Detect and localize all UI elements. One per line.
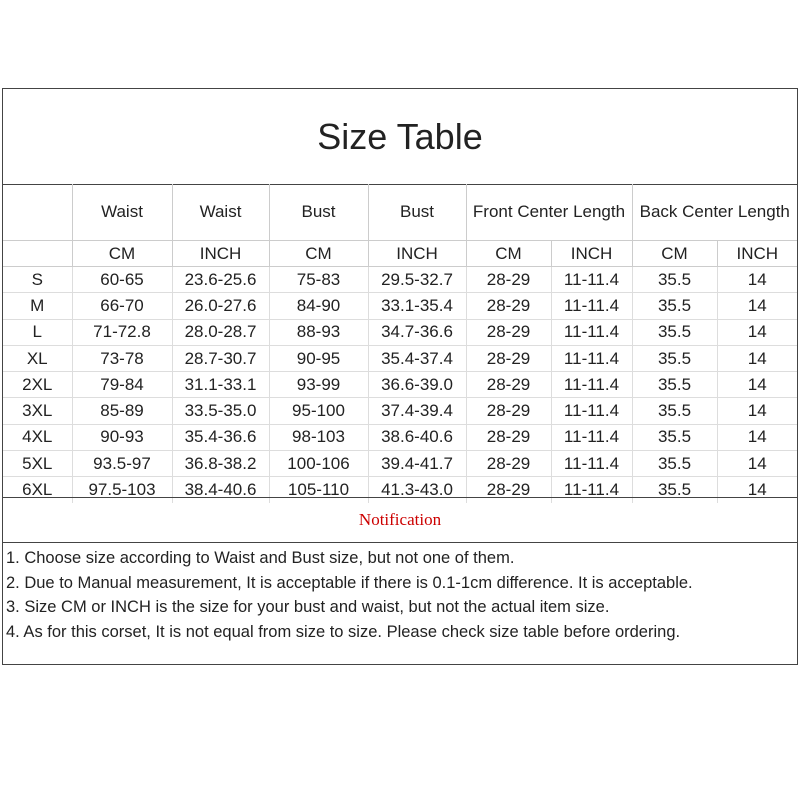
notification-item: 3. Size CM or INCH is the size for your bust and waist, but not the actual item size. bbox=[6, 598, 610, 616]
table-cell: 71-72.8 bbox=[72, 319, 172, 345]
table-cell: 93-99 bbox=[269, 372, 368, 398]
table-cell: 28-29 bbox=[466, 372, 551, 398]
table-cell: 28.0-28.7 bbox=[172, 319, 269, 345]
table-cell: 14 bbox=[717, 424, 797, 450]
table-cell: 11-11.4 bbox=[551, 372, 632, 398]
size-label-cell: 5XL bbox=[3, 451, 72, 477]
table-row bbox=[3, 398, 797, 424]
notification-heading: Notification bbox=[358, 510, 442, 529]
table-cell: 28-29 bbox=[466, 267, 551, 293]
table-cell: 38.6-40.6 bbox=[368, 424, 466, 450]
table-cell: 60-65 bbox=[72, 267, 172, 293]
column-group-header: Bust bbox=[269, 184, 368, 241]
table-cell: 35.5 bbox=[632, 293, 717, 319]
table-row bbox=[3, 319, 797, 345]
table-cell: 14 bbox=[717, 451, 797, 477]
unit-header: CM bbox=[466, 241, 551, 267]
notification-list bbox=[3, 542, 797, 644]
table-cell: 36.6-39.0 bbox=[368, 372, 466, 398]
notification-item: 4. As for this corset, It is not equal from size to size. Please check size table before ordering. bbox=[6, 622, 681, 641]
table-cell: 11-11.4 bbox=[551, 267, 632, 293]
unit-header: INCH bbox=[551, 241, 632, 267]
size-label-cell: 4XL bbox=[3, 424, 72, 450]
table-cell: 33.1-35.4 bbox=[368, 293, 466, 319]
size-label-cell: 2XL bbox=[3, 372, 72, 398]
unit-header: INCH bbox=[368, 241, 466, 267]
table-cell: 97.5-103 bbox=[72, 477, 172, 503]
unit-header: INCH bbox=[172, 241, 269, 267]
table-cell: 14 bbox=[717, 293, 797, 319]
table-cell: 88-93 bbox=[269, 319, 368, 345]
table-cell: 73-78 bbox=[72, 345, 172, 371]
table-cell: 28.7-30.7 bbox=[172, 345, 269, 371]
unit-header: INCH bbox=[717, 241, 797, 267]
table-cell: 28-29 bbox=[466, 451, 551, 477]
table-cell: 26.0-27.6 bbox=[172, 293, 269, 319]
table-cell: 31.1-33.1 bbox=[172, 372, 269, 398]
table-cell: 90-95 bbox=[269, 345, 368, 371]
size-label-cell: S bbox=[3, 267, 72, 293]
table-cell: 35.5 bbox=[632, 451, 717, 477]
table-cell: 11-11.4 bbox=[551, 424, 632, 450]
table-cell: 35.5 bbox=[632, 345, 717, 371]
notification-item: 2. Due to Manual measurement, It is acceptable if there is 0.1-1cm difference. It is acceptable. bbox=[6, 573, 693, 592]
table-cell: 23.6-25.6 bbox=[172, 267, 269, 293]
table-cell: 14 bbox=[717, 319, 797, 345]
table-cell: 66-70 bbox=[72, 293, 172, 319]
notification-item: 1. Choose size according to Waist and Bust size, but not one of them. bbox=[6, 549, 515, 567]
size-table-panel bbox=[2, 88, 798, 665]
table-cell: 75-83 bbox=[269, 267, 368, 293]
unit-header: CM bbox=[72, 241, 172, 267]
page-title: Size Table bbox=[3, 89, 797, 185]
table-cell: 11-11.4 bbox=[551, 293, 632, 319]
table-cell: 37.4-39.4 bbox=[368, 398, 466, 424]
table-cell: 85-89 bbox=[72, 398, 172, 424]
table-cell: 28-29 bbox=[466, 345, 551, 371]
size-label-cell: 3XL bbox=[3, 398, 72, 424]
table-cell: 105-110 bbox=[269, 477, 368, 503]
table-cell: 11-11.4 bbox=[551, 451, 632, 477]
table-cell: 35.5 bbox=[632, 372, 717, 398]
table-cell: 35.5 bbox=[632, 398, 717, 424]
table-cell: 14 bbox=[717, 267, 797, 293]
table-cell: 33.5-35.0 bbox=[172, 398, 269, 424]
table-cell: 93.5-97 bbox=[72, 451, 172, 477]
notification-bar bbox=[3, 497, 797, 543]
column-group-header: Bust bbox=[368, 184, 466, 241]
size-table bbox=[3, 184, 797, 503]
table-cell: 28-29 bbox=[466, 477, 551, 503]
table-cell: 39.4-41.7 bbox=[368, 451, 466, 477]
table-cell: 35.4-37.4 bbox=[368, 345, 466, 371]
table-cell: 28-29 bbox=[466, 398, 551, 424]
table-cell: 11-11.4 bbox=[551, 345, 632, 371]
table-cell: 35.5 bbox=[632, 267, 717, 293]
column-group-header: Front Center Length bbox=[466, 184, 632, 241]
unit-header: CM bbox=[632, 241, 717, 267]
column-group-header: Waist bbox=[72, 184, 172, 241]
table-cell: 35.5 bbox=[632, 477, 717, 503]
table-cell: 14 bbox=[717, 372, 797, 398]
table-cell: 28-29 bbox=[466, 293, 551, 319]
table-cell: 98-103 bbox=[269, 424, 368, 450]
table-cell: 100-106 bbox=[269, 451, 368, 477]
size-unit-header bbox=[3, 241, 72, 267]
table-cell: 90-93 bbox=[72, 424, 172, 450]
table-row bbox=[3, 424, 797, 450]
size-column-header bbox=[3, 184, 72, 241]
table-row bbox=[3, 267, 797, 293]
table-cell: 95-100 bbox=[269, 398, 368, 424]
table-cell: 34.7-36.6 bbox=[368, 319, 466, 345]
unit-header-row bbox=[3, 241, 797, 267]
table-cell: 14 bbox=[717, 398, 797, 424]
table-row bbox=[3, 345, 797, 371]
table-row bbox=[3, 293, 797, 319]
table-cell: 14 bbox=[717, 345, 797, 371]
table-cell: 28-29 bbox=[466, 319, 551, 345]
table-row bbox=[3, 372, 797, 398]
table-row bbox=[3, 451, 797, 477]
table-cell: 14 bbox=[747, 480, 767, 500]
table-cell: 41.3-43.0 bbox=[368, 477, 466, 503]
size-label-cell: M bbox=[3, 293, 72, 319]
table-cell: 11-11.4 bbox=[551, 319, 632, 345]
table-cell: 35.5 bbox=[632, 319, 717, 345]
table-cell: 38.4-40.6 bbox=[172, 477, 269, 503]
size-table-body bbox=[3, 184, 797, 503]
table-cell: 79-84 bbox=[72, 372, 172, 398]
column-group-header: Back Center Length bbox=[632, 184, 797, 241]
size-label-cell: L bbox=[3, 319, 72, 345]
table-cell: 11-11.4 bbox=[551, 398, 632, 424]
table-cell: 29.5-32.7 bbox=[368, 267, 466, 293]
table-cell: 28-29 bbox=[466, 424, 551, 450]
table-cell: 35.5 bbox=[632, 424, 717, 450]
group-header-row bbox=[3, 184, 797, 241]
size-label-cell: XL bbox=[3, 345, 72, 371]
table-cell: 35.4-36.6 bbox=[172, 424, 269, 450]
column-group-header: Waist bbox=[172, 184, 269, 241]
size-label-cell: 6XL bbox=[3, 477, 72, 503]
table-cell: 84-90 bbox=[269, 293, 368, 319]
table-cell: 11-11.4 bbox=[551, 477, 632, 503]
unit-header: CM bbox=[269, 241, 368, 267]
table-cell: 36.8-38.2 bbox=[172, 451, 269, 477]
